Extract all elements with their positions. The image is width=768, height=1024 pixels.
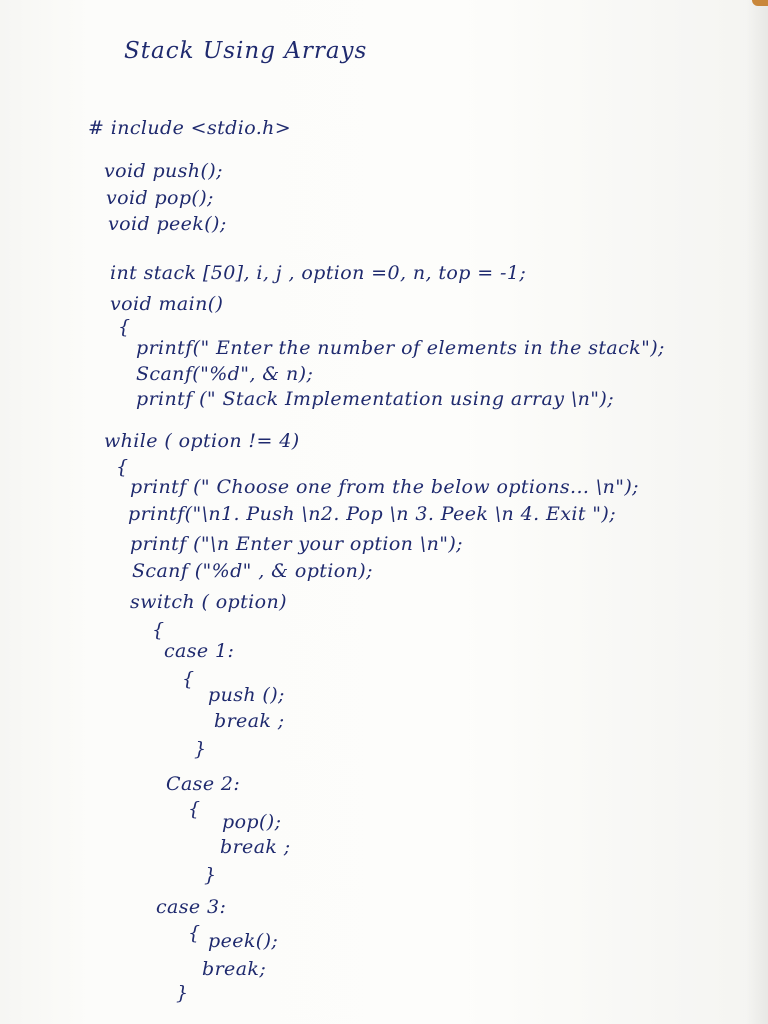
code-line-pop-call: pop(); (222, 811, 282, 833)
code-line-printf-enter-number: printf(" Enter the number of elements in the stack"); (136, 337, 665, 359)
code-line-case-3: case 3: (156, 896, 227, 918)
code-line-close-brace-case-1: } (194, 738, 207, 760)
code-line-open-brace-main: { (118, 316, 131, 338)
code-line-printf-menu: printf("\n1. Push \n2. Pop \n 3. Peek \n 4. Exit "); (128, 503, 617, 525)
code-line-pop-decl: void pop(); (106, 187, 214, 209)
code-line-case-2: Case 2: (166, 773, 241, 795)
code-line-open-brace-while: { (116, 456, 129, 478)
code-line-printf-implementation: printf (" Stack Implementation using array \n"); (136, 388, 615, 410)
code-line-push-decl: void push(); (104, 160, 223, 182)
code-line-open-brace-case-3: { (188, 922, 201, 944)
code-line-open-brace-case-2: { (188, 798, 201, 820)
code-line-include: # include <stdio.h> (88, 117, 292, 139)
code-line-printf-choose: printf (" Choose one from the below options... \n"); (130, 476, 639, 498)
code-line-case-1: case 1: (164, 640, 235, 662)
code-line-peek-call: peek(); (208, 930, 279, 952)
code-line-scanf-n: Scanf("%d", & n); (136, 363, 314, 385)
code-line-globals: int stack [50], i, j , option =0, n, top = -1; (110, 262, 527, 284)
code-line-peek-decl: void peek(); (108, 213, 227, 235)
code-line-scanf-option: Scanf ("%d" , & option); (132, 560, 373, 582)
code-line-printf-option: printf ("\n Enter your option \n"); (130, 533, 463, 555)
code-line-push-call: push (); (208, 684, 285, 706)
code-line-main: void main() (110, 293, 224, 315)
corner-mark (752, 0, 768, 6)
code-line-break-3: break; (202, 958, 267, 980)
code-line-close-brace-case-2: } (204, 864, 217, 886)
code-line-open-brace-switch: { (152, 619, 165, 641)
code-line-while: while ( option != 4) (104, 430, 300, 452)
code-line-switch: switch ( option) (130, 591, 287, 613)
page-edge-shadow (746, 0, 768, 1024)
code-line-break-1: break ; (214, 710, 285, 732)
page-title: Stack Using Arrays (124, 38, 368, 64)
code-line-open-brace-case-1: { (182, 668, 195, 690)
code-line-break-2: break ; (220, 836, 291, 858)
code-line-close-brace-case-3: } (176, 982, 189, 1004)
